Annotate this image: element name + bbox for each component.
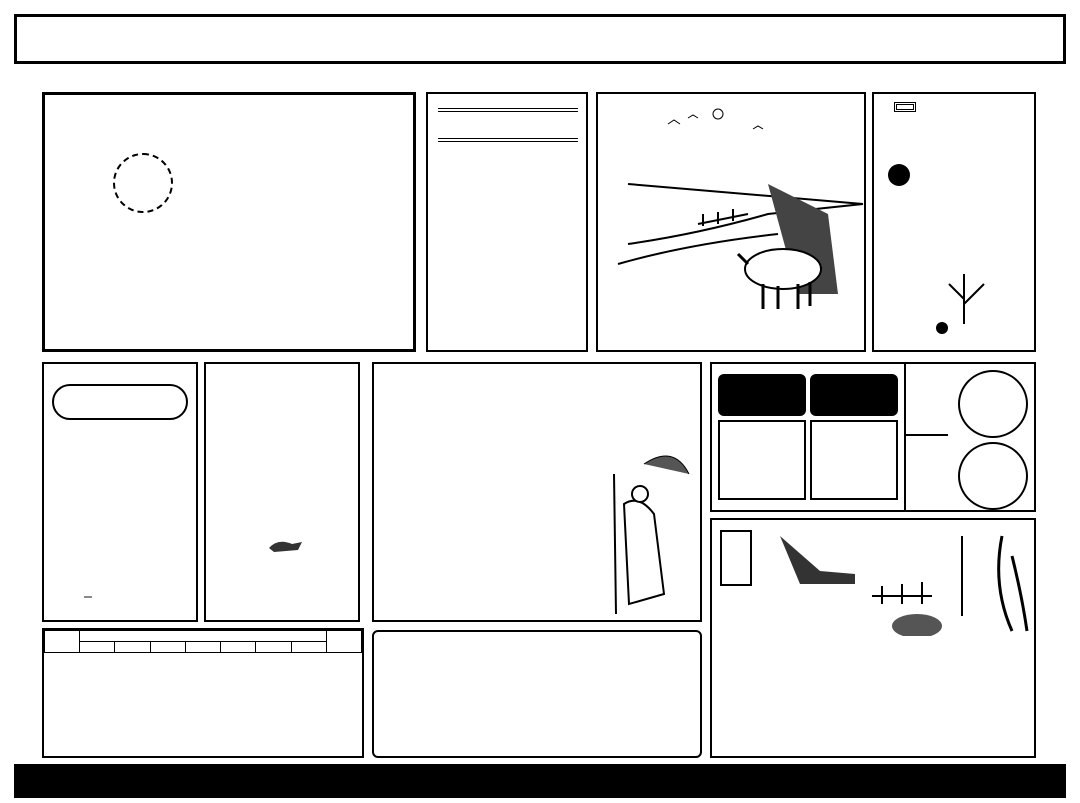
combo-box: [426, 92, 588, 352]
history-box: [42, 628, 364, 758]
total-open-value: [718, 420, 806, 500]
lingma-box: [372, 362, 702, 622]
footer-statement: [14, 764, 1066, 798]
frog-tree-illustration: [862, 526, 1032, 636]
masthead-box: [42, 92, 416, 352]
pill-row: [384, 672, 694, 756]
hand-illustration: [760, 526, 860, 586]
open-box: [710, 362, 1036, 512]
jiehua-box: [710, 518, 1036, 758]
special-box: [42, 362, 198, 622]
combo-title: [438, 108, 578, 142]
history-subheader: [115, 642, 150, 653]
special-riddle: [84, 596, 92, 598]
year-a-circle: [958, 370, 1028, 438]
total-open-label: [718, 374, 806, 416]
immortal-illustration: [604, 434, 700, 620]
special-grid: [62, 448, 182, 492]
combo-grid: [448, 174, 568, 250]
history-subheader: [185, 642, 220, 653]
history-header-row: [45, 631, 362, 642]
count-column: [904, 364, 948, 510]
lingma-columns: [418, 440, 598, 610]
special-open-label: [810, 374, 898, 416]
history-header: [326, 631, 361, 653]
history-subheader: [291, 642, 326, 653]
history-header: [80, 631, 327, 642]
ox-illustration-box: [596, 92, 866, 352]
left-ribbon: [14, 92, 38, 760]
jiehua-title: [720, 530, 752, 586]
poem-box: [204, 362, 360, 622]
pill-box: [372, 630, 702, 758]
year-b-circle: [958, 442, 1028, 510]
history-header: [45, 631, 80, 653]
history-subheader: [256, 642, 291, 653]
xunma-title: [894, 102, 916, 112]
black-dot-icon: [888, 164, 910, 186]
seal-stamp: [113, 153, 173, 213]
ox-field-illustration: [598, 94, 864, 350]
plant-icon: [944, 254, 1034, 334]
top-ribbon: [16, 68, 1066, 88]
history-subheader: [150, 642, 185, 653]
issue-label: [872, 32, 909, 53]
history-subheader-row: [45, 642, 362, 653]
small-dot-icon: [936, 322, 948, 334]
history-table: [44, 630, 362, 653]
zodiac-animal-icon: [266, 536, 306, 556]
count-divider: [906, 434, 948, 436]
right-ribbon: [1040, 92, 1064, 760]
special-title: [52, 384, 188, 420]
history-subheader: [221, 642, 256, 653]
xunma-box: [872, 92, 1036, 352]
special-open-value: [810, 420, 898, 500]
history-subheader: [80, 642, 115, 653]
